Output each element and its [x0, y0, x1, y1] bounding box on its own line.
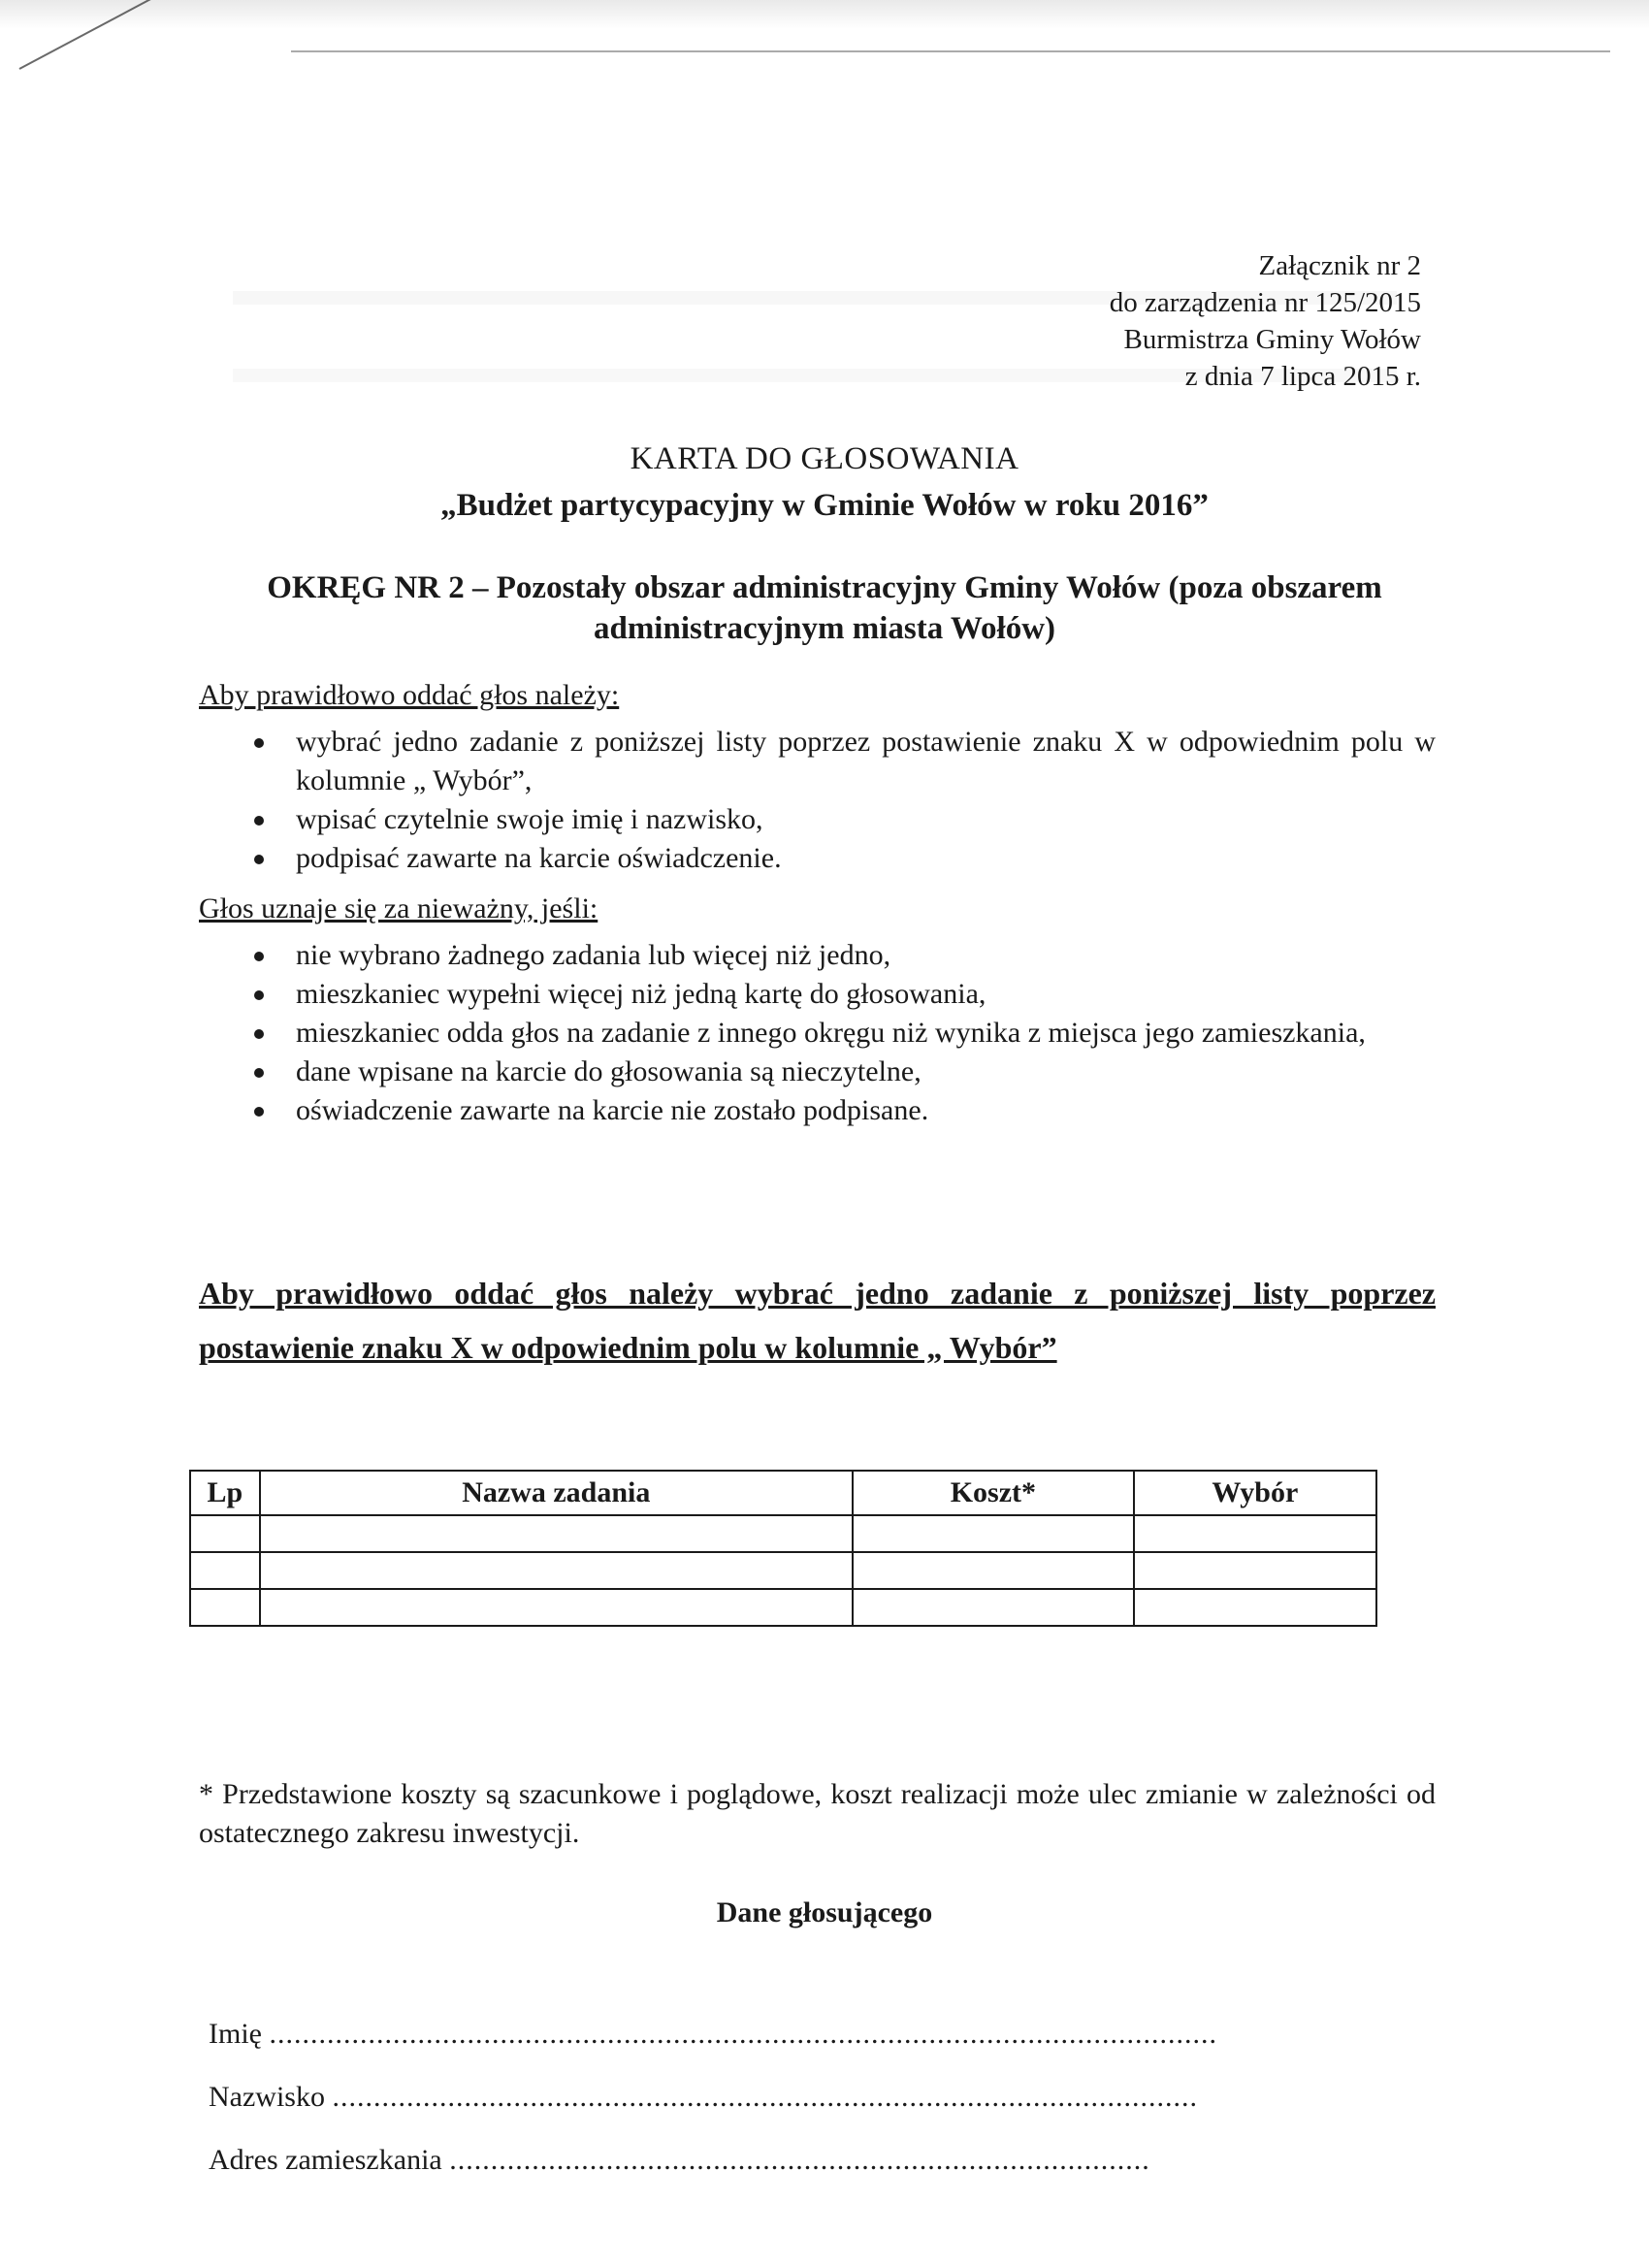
- table-row: [190, 1515, 1376, 1552]
- last-name-label: Nazwisko: [209, 2081, 325, 2113]
- cost-footnote: * Przedstawione koszty są szacunkowe i poglądowe, koszt realizacji może ulec zmianie w zależności od ostatecznego zakresu inwestycji.: [199, 1778, 1436, 1849]
- choice-checkbox-cell[interactable]: [1134, 1589, 1376, 1626]
- list-item: mieszkaniec wypełni więcej niż jedną kartę do głosowania,: [199, 975, 1436, 1014]
- table-header-row: [190, 1471, 1376, 1515]
- address-label: Adres zamieszkania: [209, 2144, 442, 2176]
- choice-checkbox-cell[interactable]: [1134, 1515, 1376, 1552]
- list-item: dane wpisane na karcie do głosowania są nieczytelne,: [199, 1053, 1436, 1091]
- column-header-lp: Lp: [190, 1471, 260, 1515]
- cell-task-name: [260, 1589, 853, 1626]
- column-header-choice: Wybór: [1134, 1471, 1376, 1515]
- first-name-blank[interactable]: ...................................................................................................................: [269, 2018, 1217, 2050]
- district-heading: [252, 567, 1397, 649]
- how-to-vote-heading: Aby prawidłowo oddać głos należy:: [199, 679, 620, 711]
- list-item: mieszkaniec odda głos na zadanie z innego okręgu niż wynika z miejsca jego zamieszkania,: [199, 1014, 1436, 1053]
- district-line: OKRĘG NR 2 – Pozostały obszar administracyjny Gminy Wołów (poza obszarem: [267, 570, 1382, 605]
- annex-line: Burmistrza Gminy Wołów: [1123, 324, 1421, 355]
- cell-task-name: [260, 1515, 853, 1552]
- table-row: [190, 1552, 1376, 1589]
- column-header-cost: Koszt*: [853, 1471, 1134, 1515]
- cell-cost: [853, 1552, 1134, 1589]
- annex-note: [1110, 247, 1421, 395]
- cell-cost: [853, 1515, 1134, 1552]
- voting-instruction: Aby prawidłowo oddać głos należy wybrać jedno zadanie z poniższej listy poprzez postawienie znaku X w odpowiednim polu w kolumnie „ Wybór”: [199, 1276, 1436, 1365]
- page-subtitle: „Budżet partycypacyjny w Gminie Wołów w roku 2016”: [440, 488, 1209, 523]
- column-header-task-name: Nazwa zadania: [260, 1471, 853, 1515]
- cell-task-name: [260, 1552, 853, 1589]
- voter-data-heading: Dane głosującego: [716, 1896, 933, 1928]
- list-item: nie wybrano żadnego zadania lub więcej niż jedno,: [199, 936, 1436, 975]
- district-line: administracyjnym miasta Wołów): [593, 611, 1056, 646]
- cell-lp: [190, 1589, 260, 1626]
- first-name-label: Imię: [209, 2018, 262, 2050]
- last-name-field[interactable]: [209, 2081, 1198, 2114]
- invalid-vote-list: [199, 936, 1436, 1130]
- first-name-field[interactable]: [209, 2018, 1217, 2051]
- list-item: podpisać zawarte na karcie oświadczenie.: [199, 839, 1436, 878]
- invalid-vote-heading: Głos uznaje się za nieważny, jeśli:: [199, 892, 598, 924]
- list-item: wybrać jedno zadanie z poniższej listy poprzez postawienie znaku X w odpowiednim polu w kolumnie „ Wybór”,: [199, 723, 1436, 800]
- last-name-blank[interactable]: .........................................................................................................: [332, 2081, 1198, 2113]
- address-field[interactable]: [209, 2144, 1150, 2177]
- annex-line: do zarządzenia nr 125/2015: [1109, 287, 1421, 318]
- cell-cost: [853, 1589, 1134, 1626]
- annex-line: Załącznik nr 2: [1258, 250, 1421, 281]
- cell-lp: [190, 1515, 260, 1552]
- choice-checkbox-cell[interactable]: [1134, 1552, 1376, 1589]
- annex-line: z dnia 7 lipca 2015 r.: [1184, 361, 1421, 392]
- page-title: KARTA DO GŁOSOWANIA: [630, 441, 1019, 476]
- how-to-vote-list: [199, 723, 1436, 878]
- table-row: [190, 1589, 1376, 1626]
- cell-lp: [190, 1552, 260, 1589]
- address-blank[interactable]: .....................................................................................: [449, 2144, 1150, 2176]
- tasks-table: [189, 1470, 1377, 1627]
- list-item: oświadczenie zawarte na karcie nie zostało podpisane.: [199, 1091, 1436, 1130]
- list-item: wpisać czytelnie swoje imię i nazwisko,: [199, 800, 1436, 839]
